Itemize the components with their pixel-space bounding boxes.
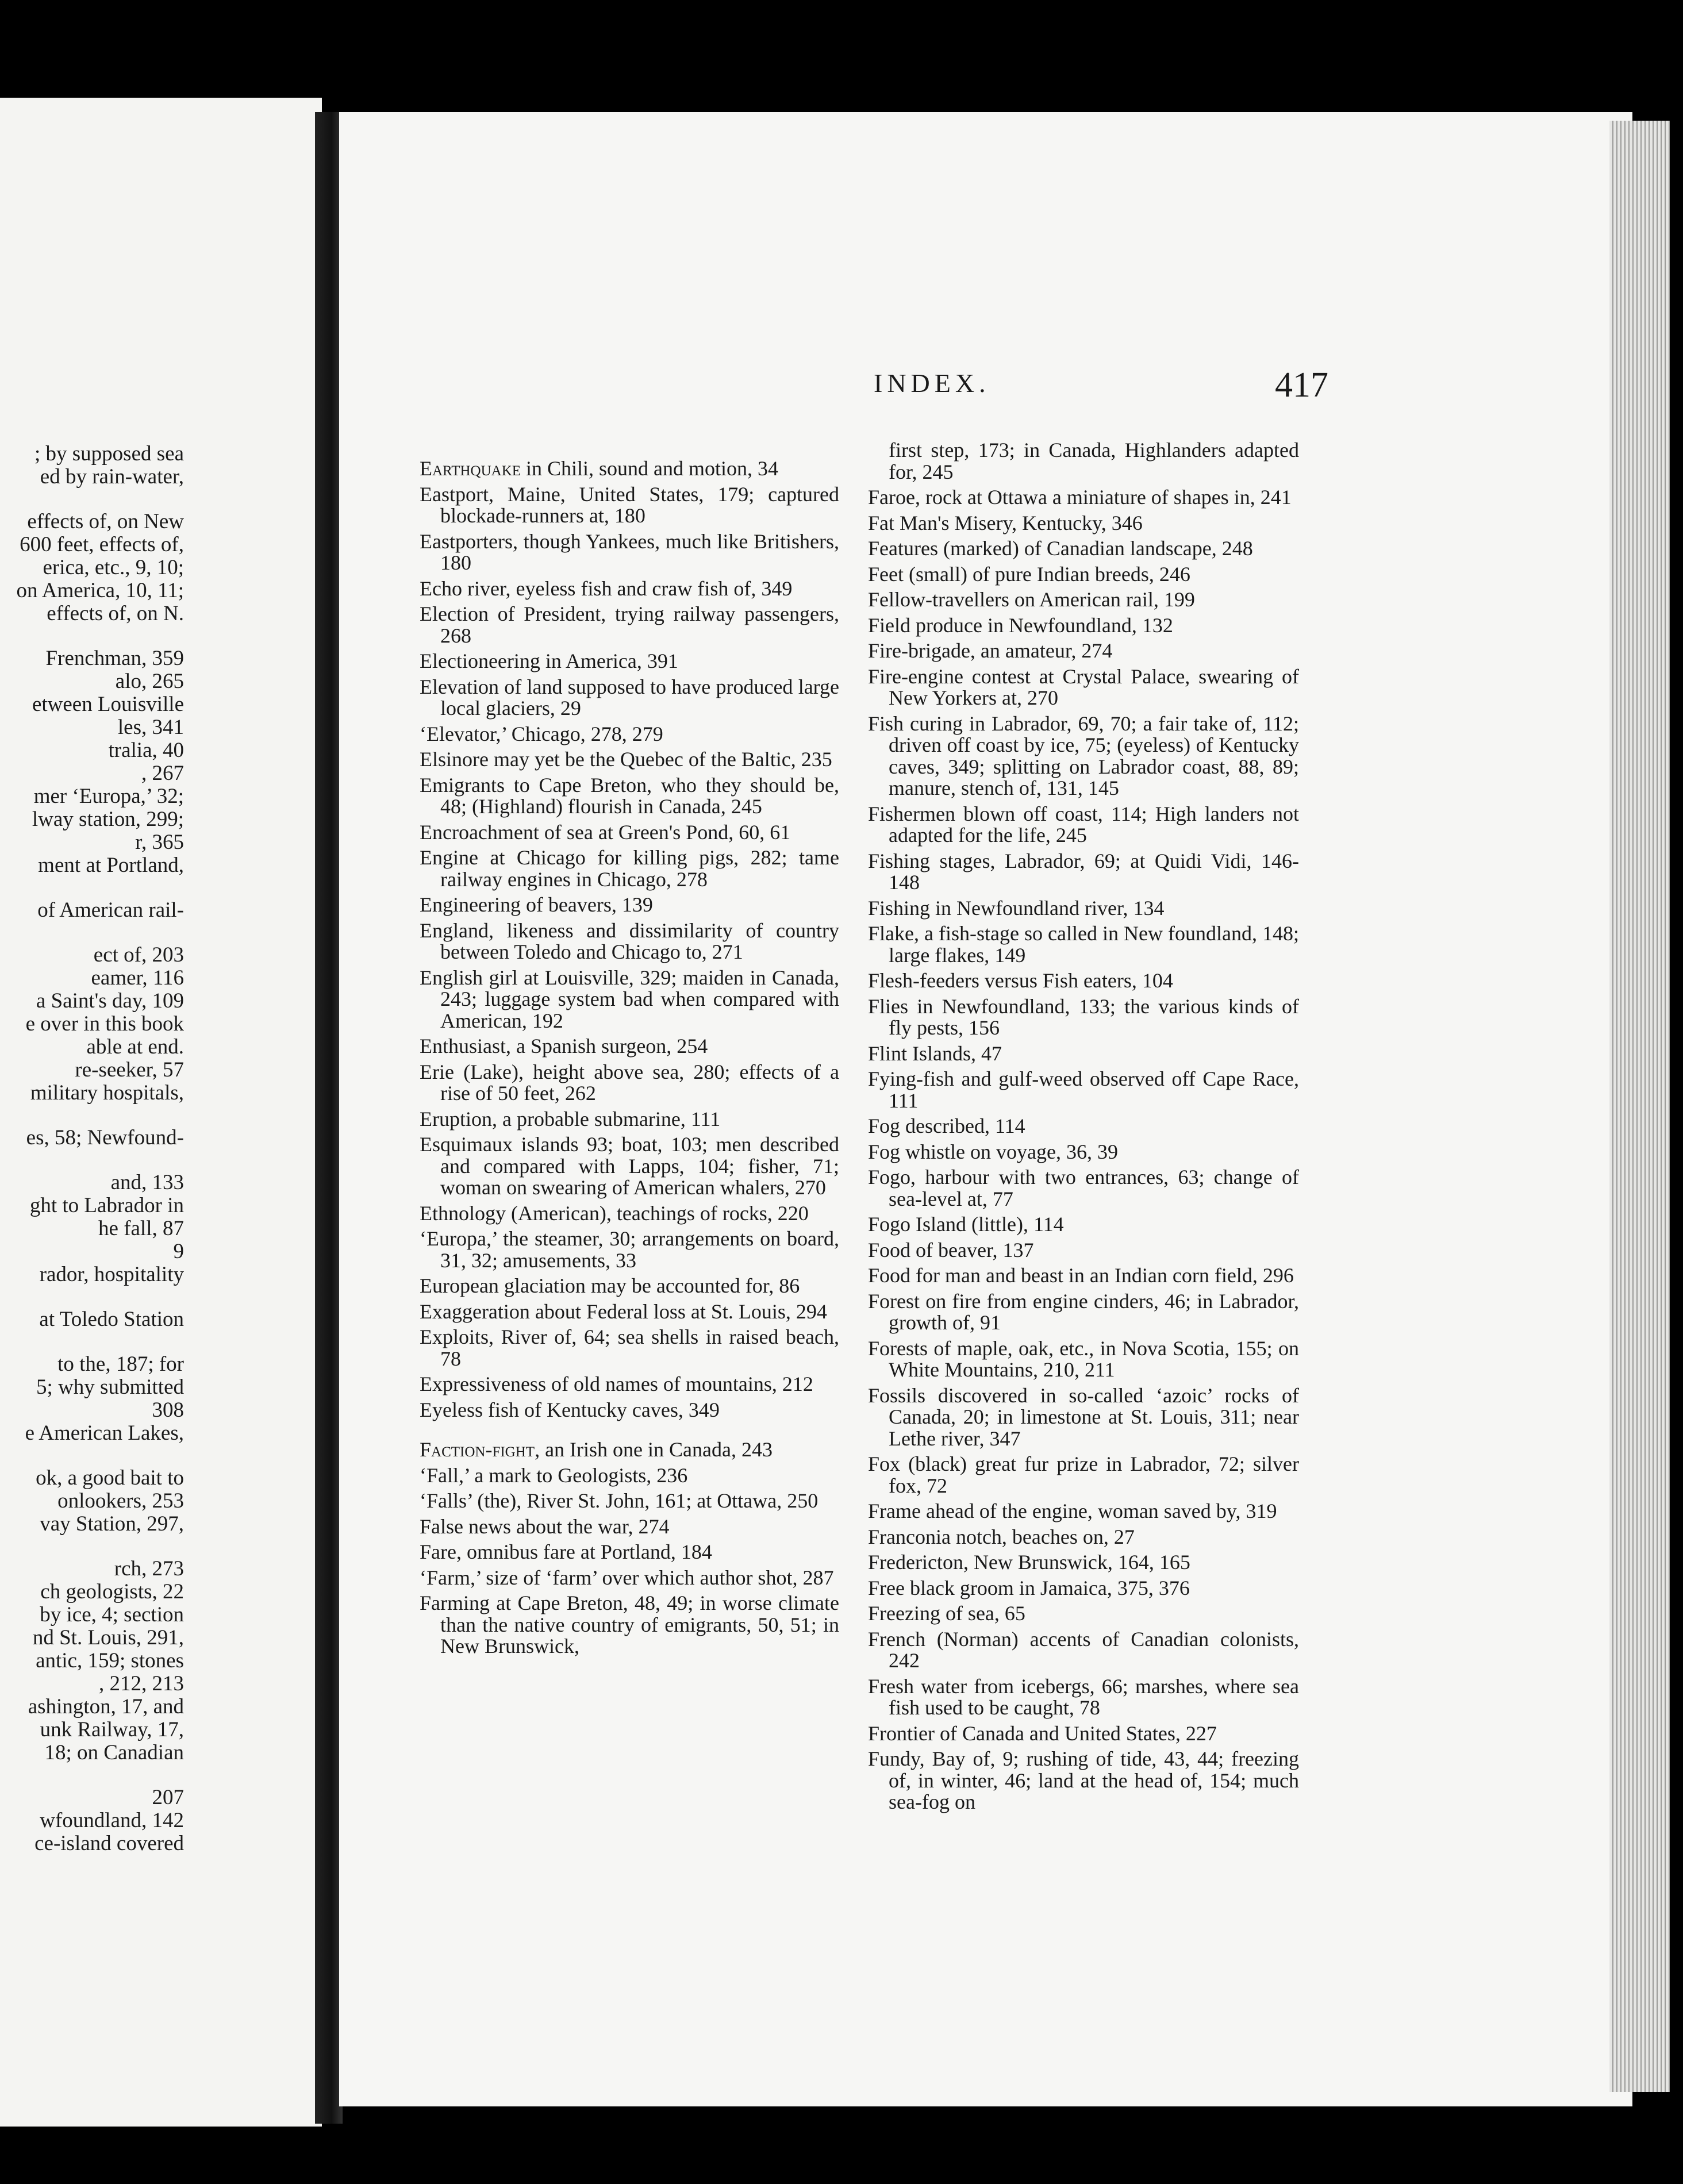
left-page-fragment: 207	[152, 1786, 184, 1809]
index-entry-text: Fossils discovered in so-called ‘azoic’ rocks of Canada, 20; in limestone at St. Louis, 311; near Lethe river, 347	[868, 1383, 1299, 1450]
index-entry-text: Fresh water from icebergs, 66; marshes, where sea fish used to be caught, 78	[868, 1674, 1299, 1719]
index-entry	[420, 1567, 839, 1589]
index-entry-text: Farming at Cape Breton, 48, 49; in worse climate than the native country of emigrants, 50, 51; in New Brunswick,	[420, 1591, 839, 1658]
index-entry-text: False news about the war, 274	[420, 1514, 670, 1538]
left-page-fragment: ght to Labrador in	[29, 1194, 184, 1217]
left-page-fragment: rch, 273	[114, 1557, 184, 1581]
index-entry	[868, 1676, 1299, 1719]
index-entry	[420, 1439, 839, 1461]
index-entry	[868, 1167, 1299, 1210]
index-entry-text: England, likeness and dissimilarity of country between Toledo and Chicago to, 271	[420, 918, 839, 963]
left-page-fragment: ed by rain-water,	[40, 465, 184, 489]
index-entry-text: Fat Man's Misery, Kentucky, 346	[868, 511, 1143, 535]
index-entry	[420, 484, 839, 527]
left-page-fragment: ect of, 203	[93, 943, 184, 967]
left-page-fragment: he fall, 87	[98, 1217, 184, 1240]
left-page-fragment: etween Louisville	[32, 693, 184, 716]
index-entry	[868, 1578, 1299, 1599]
index-entry	[868, 1454, 1299, 1497]
index-entry-text: Emigrants to Cape Breton, who they should be, 48; (Highland) flourish in Canada, 245	[420, 773, 839, 818]
index-entry-text: , an Irish one in Canada, 243	[535, 1438, 773, 1461]
index-entry	[868, 1265, 1299, 1287]
index-entry	[420, 847, 839, 890]
left-page-fragment: ok, a good bait to	[36, 1466, 184, 1490]
index-entry	[420, 1203, 839, 1225]
index-entry-text: Eruption, a probable submarine, 111	[420, 1107, 721, 1131]
index-entry-text: in Chili, sound and motion, 34	[521, 457, 779, 480]
index-entry-text: Election of President, trying railway passengers, 268	[420, 602, 839, 647]
index-entry	[868, 1552, 1299, 1574]
index-entry	[868, 1723, 1299, 1745]
left-page-fragment: ashington, 17, and	[28, 1695, 184, 1718]
index-section-head: Earthquake	[420, 457, 521, 480]
left-page-fragment: onlookers, 253	[57, 1489, 184, 1513]
index-entry-text: Fogo Island (little), 114	[868, 1213, 1064, 1236]
index-entry	[868, 589, 1299, 611]
index-entry	[868, 1116, 1299, 1137]
index-entry-text: ‘Fall,’ a mark to Geologists, 236	[420, 1463, 688, 1487]
left-page-fragment: effects of, on N.	[47, 602, 184, 625]
index-entry	[420, 1490, 839, 1512]
index-entry-text: Fox (black) great fur prize in Labrador, 72; silver fox, 72	[868, 1452, 1299, 1497]
index-entry	[868, 1214, 1299, 1236]
index-entry	[420, 920, 839, 963]
index-entry	[420, 651, 839, 672]
index-entry-text: Flesh-feeders versus Fish eaters, 104	[868, 969, 1173, 992]
index-entry-text: Fogo, harbour with two entrances, 63; change of sea-level at, 77	[868, 1166, 1299, 1210]
index-entry-text: Eastport, Maine, United States, 179; captured blockade-runners at, 180	[420, 482, 839, 527]
index-entry	[868, 564, 1299, 586]
index-entry	[420, 1062, 839, 1105]
index-entry	[868, 1291, 1299, 1334]
left-page-fragment: able at end.	[86, 1035, 184, 1059]
index-entry-text: Esquimaux islands 93; boat, 103; men described and compared with Lapps, 104; fisher, 71; woman on swearing of American whalers, 270	[420, 1133, 839, 1199]
left-page-fragment: effects of, on New	[27, 510, 184, 533]
index-entry	[868, 1385, 1299, 1450]
index-entry-text: Fishing in Newfoundland river, 134	[868, 896, 1165, 920]
index-entry-text: Feet (small) of pure Indian breeds, 246	[868, 562, 1190, 586]
index-entry-text: Fare, omnibus fare at Portland, 184	[420, 1540, 712, 1563]
index-entry-text: Eastporters, though Yankees, much like Britishers, 180	[420, 529, 839, 574]
index-entry	[420, 1465, 839, 1487]
index-entry-text: Elevation of land supposed to have produced large local glaciers, 29	[420, 675, 839, 720]
index-entry-text: Frontier of Canada and United States, 227	[868, 1721, 1217, 1745]
index-entry-text: Erie (Lake), height above sea, 280; effects of a rise of 50 feet, 262	[420, 1060, 839, 1105]
index-entry	[420, 1301, 839, 1323]
index-entry	[868, 615, 1299, 637]
right-page	[339, 112, 1632, 2106]
left-page-fragment: vay Station, 297,	[40, 1512, 184, 1536]
index-entry	[420, 1399, 839, 1421]
left-page-fragment: a Saint's day, 109	[36, 989, 184, 1013]
index-entry	[868, 1068, 1299, 1112]
left-page-fragment: r, 365	[135, 830, 184, 854]
index-entry-text: Ethnology (American), teachings of rocks, 220	[420, 1201, 809, 1225]
left-page-fragment: 308	[152, 1398, 184, 1422]
index-entry	[868, 713, 1299, 799]
index-entry-text: Flint Islands, 47	[868, 1041, 1002, 1065]
index-entry	[420, 1374, 839, 1395]
left-page-fragment: on America, 10, 11;	[16, 579, 184, 602]
index-column-left	[420, 440, 839, 1662]
index-entry	[868, 513, 1299, 535]
left-page-fragment: e over in this book	[25, 1012, 184, 1036]
left-page-fragment: and, 133	[110, 1171, 184, 1194]
index-entry-text: Exaggeration about Federal loss at St. Louis, 294	[420, 1299, 827, 1323]
index-entry	[868, 1748, 1299, 1813]
index-entry-text: Fredericton, New Brunswick, 164, 165	[868, 1551, 1190, 1574]
index-entry	[868, 640, 1299, 662]
left-page-fragments	[0, 443, 184, 1855]
index-entry-text: Encroachment of sea at Green's Pond, 60, 61	[420, 820, 791, 844]
index-entry	[868, 538, 1299, 560]
index-entry-text: Features (marked) of Canadian landscape, 248	[868, 537, 1253, 560]
index-entry	[420, 1134, 839, 1199]
left-page-fragment: ment at Portland,	[38, 853, 184, 877]
index-entry-text: Fog whistle on voyage, 36, 39	[868, 1140, 1118, 1163]
index-entry-text: Fishermen blown off coast, 114; High landers not adapted for the life, 245	[868, 802, 1299, 847]
index-entry	[868, 666, 1299, 709]
index-entry	[868, 1141, 1299, 1163]
index-entry	[420, 1541, 839, 1563]
left-page-fragment: , 212, 213	[99, 1672, 184, 1695]
index-entry-text: Food for man and beast in an Indian corn field, 296	[868, 1264, 1294, 1287]
index-section-head: Faction-fight	[420, 1438, 535, 1461]
index-entry-text: Fundy, Bay of, 9; rushing of tide, 43, 44; freezing of, in winter, 46; land at the head of, 154; much sea-fog on	[868, 1747, 1299, 1813]
page-number: 417	[1275, 366, 1328, 405]
index-entry-text: first step, 173; in Canada, Highlanders adapted for, 245	[889, 439, 1299, 483]
index-entry-text: Fish curing in Labrador, 69, 70; a fair take of, 112; driven off coast by ice, 75; (eyeless) of Kentucky caves, 349; splitting on Labrador coast, 88, 89; manure, stench of, 131, 145	[868, 712, 1299, 799]
index-entry	[868, 1240, 1299, 1262]
index-entry	[420, 724, 839, 745]
index-entry-text: Exploits, River of, 64; sea shells in raised beach, 78	[420, 1325, 839, 1370]
index-entry-text: Fishing stages, Labrador, 69; at Quidi Vidi, 146-148	[868, 849, 1299, 894]
index-entry-text: Elsinore may yet be the Quebec of the Baltic, 235	[420, 748, 832, 771]
index-entry-text: Frame ahead of the engine, woman saved by, 319	[868, 1499, 1277, 1522]
left-page-fragment: ch geologists, 22	[40, 1580, 184, 1604]
left-page-fragment: es, 58; Newfound-	[26, 1126, 184, 1149]
left-page	[0, 98, 322, 2127]
index-entry-text: Fire-engine contest at Crystal Palace, swearing of New Yorkers at, 270	[868, 664, 1299, 709]
index-entry	[868, 803, 1299, 847]
left-page-fragment: military hospitals,	[30, 1081, 184, 1105]
index-entry-text: English girl at Louisville, 329; maiden in Canada, 243; luggage system bad when compared with American, 192	[420, 966, 839, 1032]
index-entry-text: Expressiveness of old names of mountains, 212	[420, 1372, 813, 1395]
index-entry-text: Electioneering in America, 391	[420, 649, 678, 672]
index-entry	[420, 1109, 839, 1131]
index-column-right	[868, 440, 1299, 1817]
index-entry	[420, 1593, 839, 1658]
index-entry-text: French (Norman) accents of Canadian colonists, 242	[868, 1627, 1299, 1672]
index-entry-text: Fying-fish and gulf-weed observed off Cape Race, 111	[868, 1067, 1299, 1112]
index-entry	[420, 1228, 839, 1271]
index-entry	[868, 898, 1299, 920]
index-entry	[868, 1338, 1299, 1381]
left-page-fragment: at Toledo Station	[39, 1308, 184, 1331]
left-page-fragment: unk Railway, 17,	[40, 1718, 184, 1741]
index-entry	[420, 822, 839, 844]
left-page-fragment: Frenchman, 359	[45, 647, 184, 670]
left-page-fragment: antic, 159; stones	[36, 1649, 184, 1672]
left-page-fragment: re-seeker, 57	[75, 1058, 184, 1082]
index-entry	[868, 1629, 1299, 1672]
left-page-fragment: mer ‘Europa,’ 32;	[33, 785, 184, 808]
index-entry-text: Fire-brigade, an amateur, 274	[868, 639, 1113, 662]
left-page-fragment: , 267	[141, 762, 184, 785]
index-entry	[868, 923, 1299, 966]
index-entry-text: ‘Farm,’ size of ‘farm’ over which author shot, 287	[420, 1566, 834, 1589]
left-page-fragment: nd St. Louis, 291,	[32, 1626, 184, 1649]
left-page-fragment: e American Lakes,	[25, 1421, 184, 1445]
index-entry-text: Fog described, 114	[868, 1114, 1025, 1137]
index-entry-text: Engineering of beavers, 139	[420, 893, 653, 916]
index-entry	[420, 531, 839, 574]
index-entry-text: Engine at Chicago for killing pigs, 282; tame railway engines in Chicago, 278	[420, 846, 839, 891]
left-page-fragment: ce-island covered	[34, 1832, 184, 1855]
index-entry-text: Enthusiast, a Spanish surgeon, 254	[420, 1035, 708, 1058]
left-page-fragment: tralia, 40	[108, 739, 184, 762]
index-entry	[420, 1326, 839, 1370]
index-entry-text: Forest on fire from engine cinders, 46; in Labrador, growth of, 91	[868, 1289, 1299, 1334]
left-page-fragment: 5; why submitted	[36, 1375, 184, 1399]
index-entry	[868, 1043, 1299, 1065]
index-entry-text: Eyeless fish of Kentucky caves, 349	[420, 1398, 720, 1421]
index-entry	[868, 487, 1299, 509]
index-entry-text: Flies in Newfoundland, 133; the various kinds of fly pests, 156	[868, 994, 1299, 1039]
left-page-fragment: alo, 265	[115, 670, 184, 693]
index-entry-text: Free black groom in Jamaica, 375, 376	[868, 1576, 1190, 1599]
index-entry	[868, 1527, 1299, 1548]
index-entry	[420, 1516, 839, 1538]
left-page-fragment: 9	[173, 1240, 184, 1263]
index-entry	[420, 967, 839, 1032]
index-entry	[420, 894, 839, 916]
left-page-fragment: 600 feet, effects of,	[20, 533, 184, 556]
index-entry	[420, 775, 839, 818]
index-entry	[420, 603, 839, 647]
left-page-fragment: eamer, 116	[91, 966, 184, 990]
index-entry-text: Field produce in Newfoundland, 132	[868, 613, 1173, 637]
index-entry	[420, 578, 839, 600]
index-entry	[868, 1603, 1299, 1625]
index-entry	[868, 996, 1299, 1039]
index-entry	[420, 676, 839, 720]
index-entry-text: Faroe, rock at Ottawa a miniature of shapes in, 241	[868, 486, 1292, 509]
left-page-fragment: to the, 187; for	[57, 1352, 184, 1376]
left-page-fragment: 18; on Canadian	[44, 1741, 184, 1764]
left-page-fragment: ; by supposed sea	[34, 442, 184, 466]
index-entry-text: European glaciation may be accounted for, 86	[420, 1274, 800, 1297]
left-page-fragment: rador, hospitality	[39, 1263, 184, 1286]
index-entry-text: ‘Europa,’ the steamer, 30; arrangements on board, 31, 32; amusements, 33	[420, 1227, 839, 1272]
index-entry-text: ‘Falls’ (the), River St. John, 161; at Ottawa, 250	[420, 1489, 819, 1512]
left-page-fragment: wfoundland, 142	[40, 1809, 184, 1832]
running-head: INDEX.	[874, 368, 990, 398]
index-entry-text: Food of beaver, 137	[868, 1238, 1034, 1262]
index-entry	[868, 851, 1299, 894]
index-entry-text: Forests of maple, oak, etc., in Nova Scotia, 155; on White Mountains, 210, 211	[868, 1336, 1299, 1381]
index-entry	[868, 970, 1299, 992]
index-entry-text: Fellow-travellers on American rail, 199	[868, 588, 1195, 611]
index-entry	[420, 1036, 839, 1058]
index-entry-text: Echo river, eyeless fish and craw fish of, 349	[420, 576, 793, 600]
index-entry	[420, 749, 839, 771]
index-entry	[868, 440, 1299, 483]
index-entry	[868, 1501, 1299, 1522]
left-page-fragment: of American rail-	[37, 898, 184, 922]
index-entry-text: Franconia notch, beaches on, 27	[868, 1525, 1135, 1548]
index-entry	[420, 1275, 839, 1297]
index-entry	[420, 458, 839, 480]
page-edges	[1609, 121, 1670, 2092]
index-entry-text: Freezing of sea, 65	[868, 1602, 1025, 1625]
left-page-fragment: by ice, 4; section	[40, 1603, 184, 1627]
index-entry-text: Flake, a fish-stage so called in New foundland, 148; large flakes, 149	[868, 922, 1299, 967]
left-page-fragment: lway station, 299;	[32, 808, 184, 831]
left-page-fragment: erica, etc., 9, 10;	[43, 556, 184, 579]
book-gutter	[315, 112, 343, 2124]
left-page-fragment: les, 341	[117, 716, 184, 739]
index-entry-text: ‘Elevator,’ Chicago, 278, 279	[420, 722, 663, 745]
